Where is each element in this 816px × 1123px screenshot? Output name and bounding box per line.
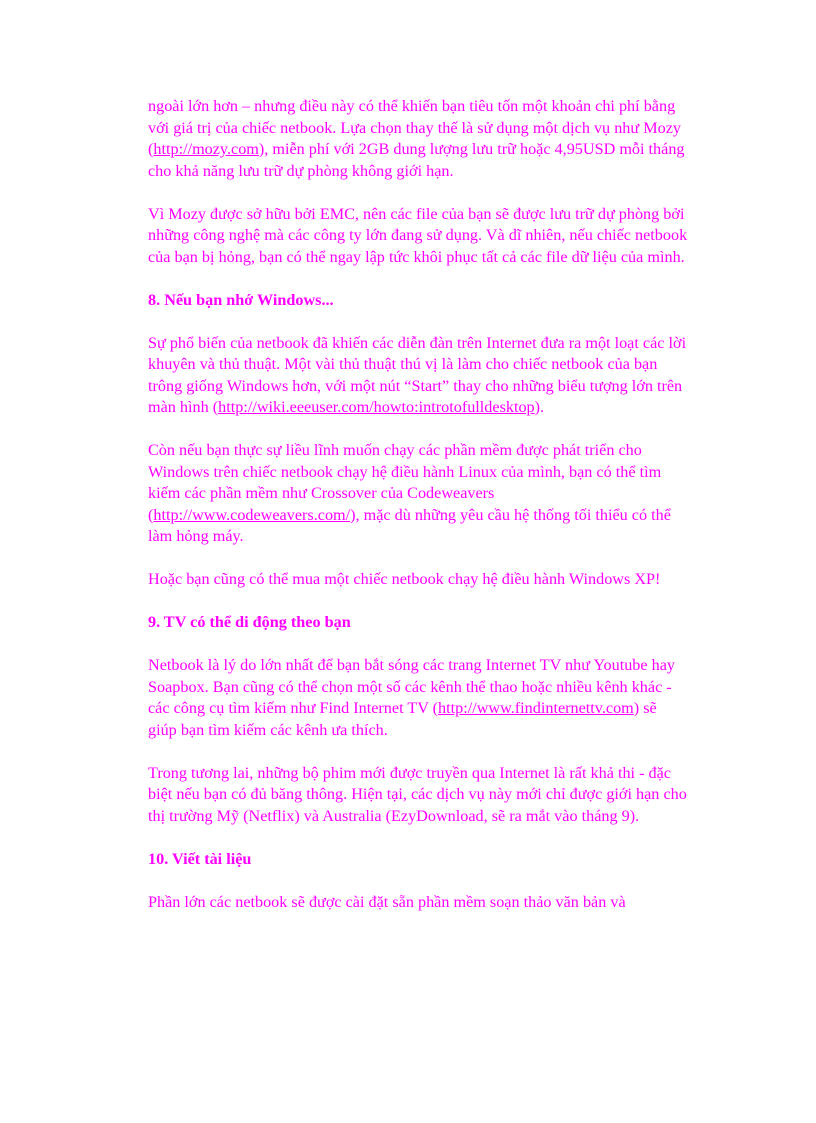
paragraph-crossover — [148, 440, 688, 548]
codeweavers-link[interactable]: http://www.codeweavers.com/ — [153, 505, 351, 524]
mozy-link[interactable]: http://mozy.com — [153, 140, 259, 158]
text: Sự phổ biến của netbook đã khiến các diễn đàn trên Internet đưa ra một loạt các lời khuyên và thủ thuật. Một vài thủ thuật thú vị là làm cho chiếc netbook của bạn trông giống Windows hơn, với một nút “Start” thay cho những biểu tượng lớn trên màn hình ( — [148, 333, 687, 416]
text: ), mặc dù những yêu cầu hệ thống tối thiểu có thể làm hỏng máy. — [148, 505, 671, 545]
heading-section-10: 10. Viết tài liệu — [148, 849, 252, 868]
heading-section-8: 8. Nếu bạn nhớ Windows... — [148, 290, 334, 309]
text: Netbook là lý do lớn nhất để bạn bắt sóng các trang Internet TV như Youtube hay Soapbox. Bạn cũng có thể chọn một số các kênh thể thao hoặc nhiều kênh khác - các công cụ tìm kiếm như Find Internet TV ( — [148, 656, 675, 717]
text: Còn nếu bạn thực sự liều lĩnh muốn chạy các phần mềm được phát triển cho Windows trên chiếc netbook chạy hệ điều hành Linux của mình, bạn có thể tìm kiếm các phần mềm như Crossover của Codeweavers ( — [148, 441, 662, 524]
paragraph-backup — [148, 96, 688, 182]
eeeuser-link[interactable]: http://wiki.eeeuser.com/howto:introtofulldesktop — [218, 398, 535, 416]
paragraph-mozy-emc: Vì Mozy được sở hữu bởi EMC, nên các file của bạn sẽ được lưu trữ dự phòng bởi những công nghệ mà các công ty lớn đang sử dụng. Và dĩ nhiên, nếu chiếc netbook của bạn bị hỏng, bạn có thể ngay lập tức khôi phục tất cả các file dữ liệu của mình. — [148, 204, 688, 266]
findinternettv-link[interactable]: http://www.findinternettv.com — [438, 699, 634, 717]
text: ngoài lớn hơn – nhưng điều này có thể khiến bạn tiêu tốn một khoản chi phí bằng với giá trị của chiếc netbook. Lựa chọn thay thế là sử dụng một dịch vụ như Mozy ( — [148, 97, 681, 158]
paragraph-documents: Phần lớn các netbook sẽ được cài đặt sẵn phần mềm soạn thảo văn bản và — [148, 892, 626, 911]
paragraph-future-movies: Trong tương lai, những bộ phim mới được truyền qua Internet là rất khả thi - đặc biệt nếu bạn có đủ băng thông. Hiện tại, các dịch vụ này mới chỉ được giới hạn cho thị trường Mỹ (Netflix) và Australia (EzyDownload, sẽ ra mắt vào tháng 9). — [148, 763, 687, 825]
paragraph-windows-tips — [148, 333, 688, 419]
document-page — [148, 96, 688, 935]
text: ), miễn phí với 2GB dung lượng lưu trữ hoặc 4,95USD mỗi tháng cho khả năng lưu trữ dự phòng không giới hạn. — [148, 140, 685, 180]
text: ) sẽ giúp bạn tìm kiếm các kênh ưa thích. — [148, 699, 657, 739]
paragraph-windows-xp: Hoặc bạn cũng có thể mua một chiếc netbook chạy hệ điều hành Windows XP! — [148, 570, 661, 588]
paragraph-internet-tv — [148, 655, 688, 741]
heading-section-9: 9. TV có thể di động theo bạn — [148, 613, 351, 631]
text: ). — [534, 398, 545, 416]
